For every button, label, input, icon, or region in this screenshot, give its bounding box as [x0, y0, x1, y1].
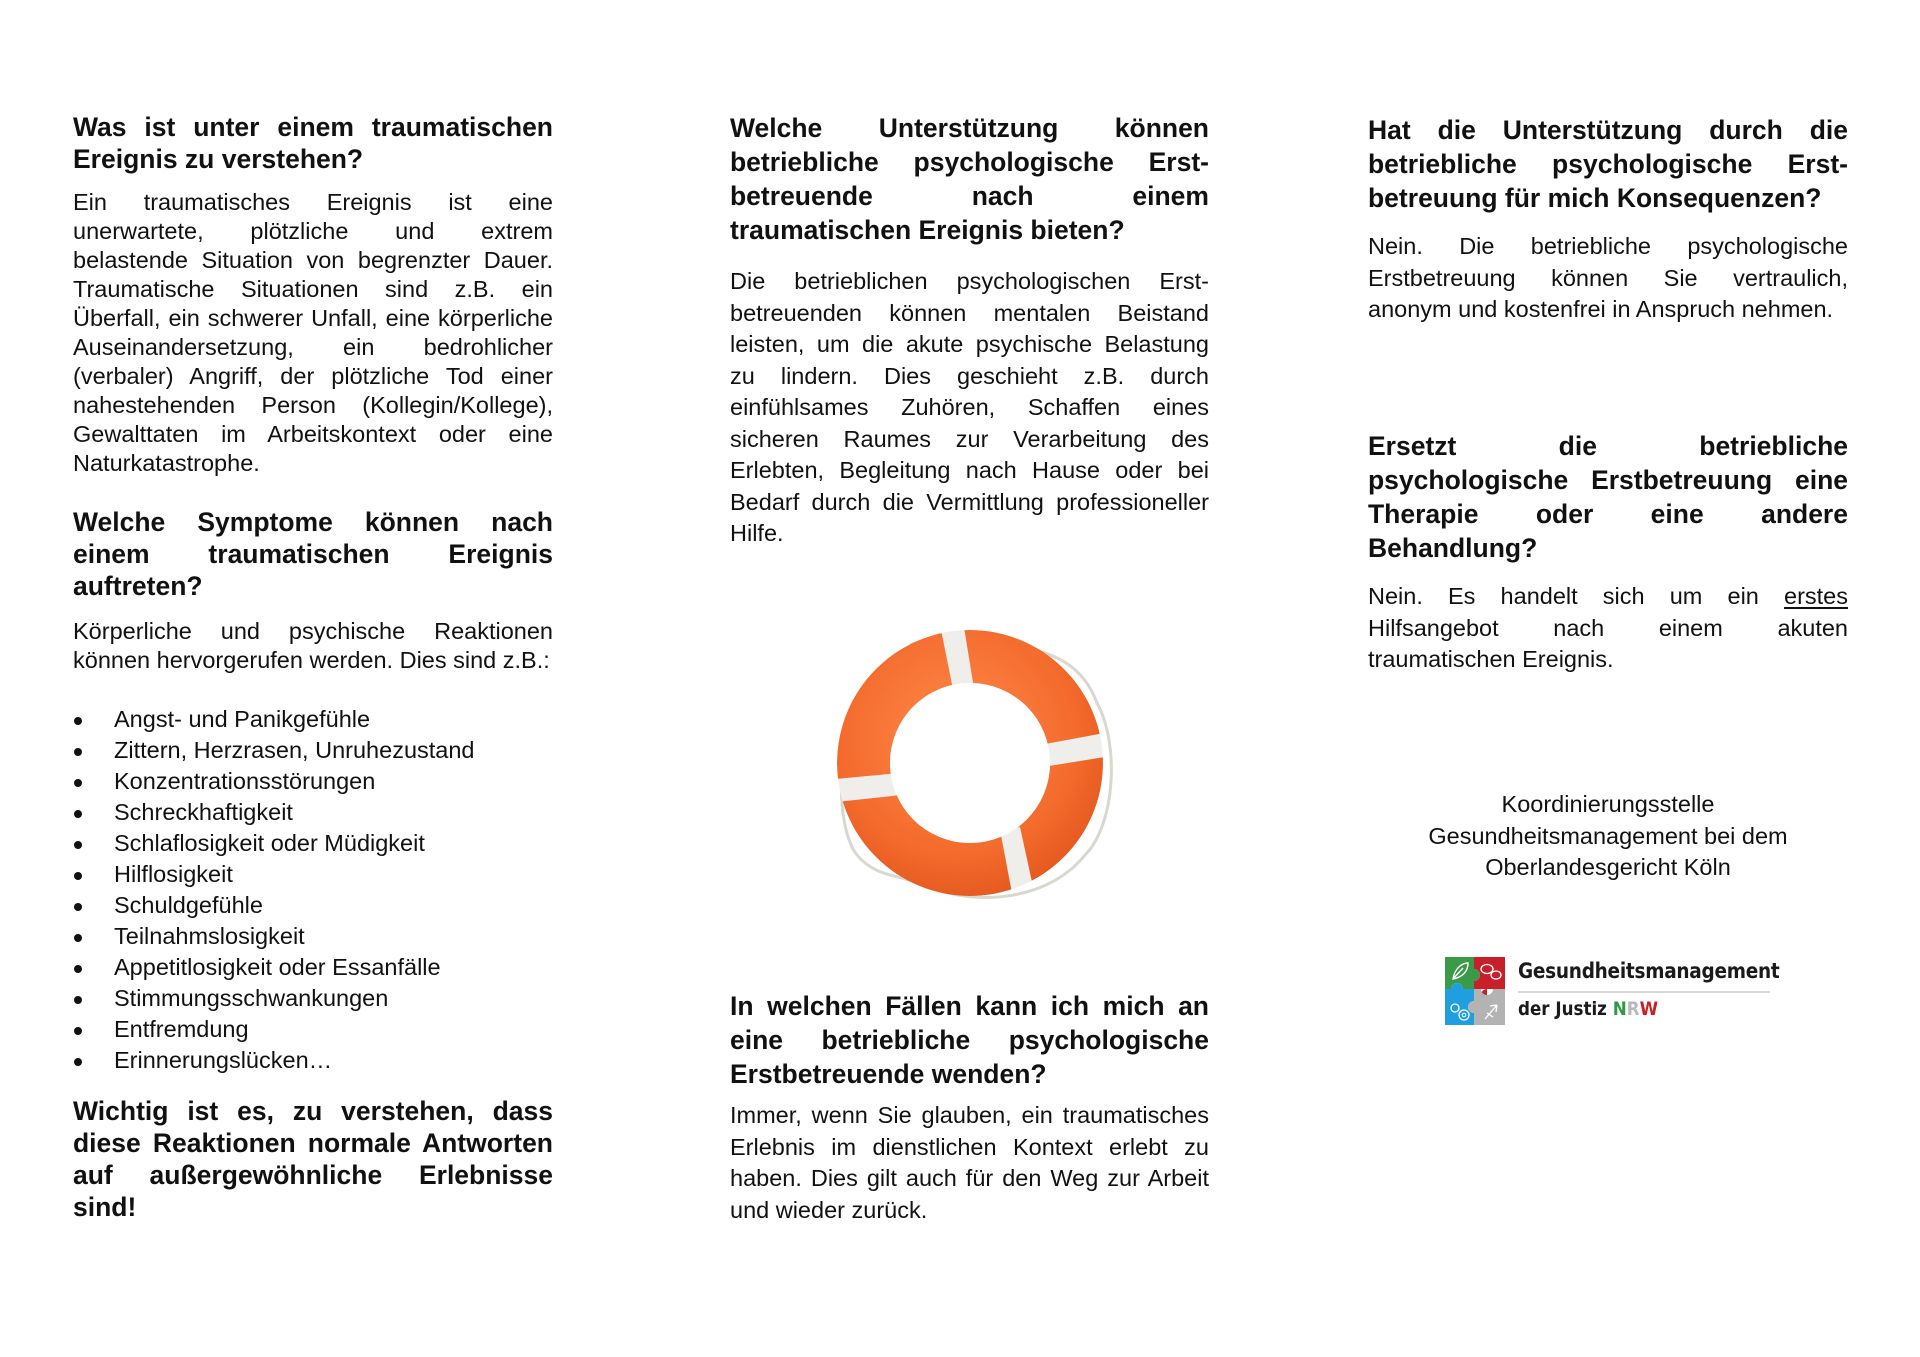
symptom-item — [73, 1014, 553, 1045]
symptom-text: Entfremdung — [114, 1016, 249, 1042]
symptom-text: Konzentrationsstörungen — [114, 768, 376, 794]
symptom-item — [73, 1045, 553, 1076]
symptom-text: Schuldgefühle — [114, 892, 263, 918]
symptom-item — [73, 797, 553, 828]
bullet-icon — [74, 903, 82, 911]
symptom-item — [73, 828, 553, 859]
paragraph-traumatic-event-definition: Ein traumatisches Ereignis ist eine unerwartete, plötzliche und extrem belastende Situation von begrenzter Dauer. Traumatische Situationen sind z.B. ein Überfall, ein schwerer Unfall, eine körperliche Auseinandersetzung, ein bedrohlicher (verbaler) Angriff, der plötzliche Tod einer nahestehenden Person (Kollegin/Kollege), Gewalttaten im Arbeitskontext oder eine Naturkatastrophe. — [73, 189, 553, 476]
logo-title: Gesundheitsmanagement — [1518, 959, 1780, 983]
bullet-icon — [74, 934, 82, 942]
heading-symptoms: Welche Symptome können nach einem traumatischen Ereignis auftreten? — [73, 507, 553, 601]
heading-consequences: Hat die Unterstützung durch die betriebliche psychologische Erst-betreuung für mich Konsequenzen? — [1368, 115, 1848, 213]
symptom-text: Angst- und Panikgefühle — [114, 706, 371, 732]
paragraph-symptoms-intro: Körperliche und psychische Reaktionen können hervorgerufen werden. Dies sind z.B.: — [73, 618, 553, 673]
paragraph-consequences: Nein. Die betriebliche psychologische Erstbetreuung können Sie vertraulich, anonym und kostenfrei in Anspruch nehmen. — [1368, 233, 1848, 322]
heading-support-offered: Welche Unterstützung können betriebliche psychologische Erst-betreuende nach einem traumatischen Ereignis bieten? — [730, 113, 1209, 245]
symptom-item — [73, 766, 553, 797]
symptom-text: Hilflosigkeit — [114, 861, 233, 887]
bullet-icon — [74, 1058, 82, 1066]
bullet-icon — [74, 965, 82, 973]
logo-subtitle: der Justiz NRW — [1518, 998, 1659, 1020]
bullet-icon — [74, 717, 82, 725]
contact-line-2: Gesundheitsmanagement bei dem — [1428, 822, 1788, 849]
emphasis-erstes: erstes — [1784, 583, 1848, 609]
symptom-text: Schreckhaftigkeit — [114, 799, 293, 825]
paragraph-when-to-contact: Immer, wenn Sie glauben, ein traumatisches Erlebnis im dienstlichen Kontext erlebt zu haben. Dies gilt auch für den Weg zur Arbeit und wieder zurück. — [730, 1102, 1209, 1223]
symptom-text: Stimmungsschwankungen — [114, 985, 389, 1011]
bullet-icon — [74, 1027, 82, 1035]
logo-divider — [1518, 991, 1770, 993]
symptom-item — [73, 735, 553, 766]
lifebuoy-icon — [815, 605, 1125, 915]
bullet-icon — [74, 779, 82, 787]
heading-traumatic-event: Was ist unter einem traumatischen Ereignis zu verstehen? — [73, 112, 553, 174]
symptom-text: Schlaflosigkeit oder Müdigkeit — [114, 830, 425, 856]
contact-line-1: Koordinierungsstelle — [1501, 791, 1715, 817]
contact-line-3: Oberlandesgericht Köln — [1485, 854, 1731, 880]
bullet-icon — [74, 841, 82, 849]
symptom-text: Erinnerungslücken… — [114, 1047, 333, 1073]
symptom-item — [73, 890, 553, 921]
symptom-item — [73, 704, 553, 735]
closing-statement: Wichtig ist es, zu verstehen, dass diese Reaktionen normale Antworten auf außergewöhnliche Erlebnisse sind! — [73, 1096, 553, 1222]
symptom-text: Teilnahmslosigkeit — [114, 923, 305, 949]
bullet-icon — [74, 810, 82, 818]
contact-address — [1368, 789, 1848, 884]
puzzle-logo-icon — [1443, 955, 1507, 1027]
bullet-icon — [74, 872, 82, 880]
paragraph-replaces-therapy: Nein. Es handelt sich um ein erstes Hilfsangebot nach einem akuten traumatischen Ereignis. — [1368, 583, 1848, 672]
bullet-icon — [74, 748, 82, 756]
symptom-text: Appetitlosigkeit oder Essanfälle — [114, 954, 441, 980]
symptom-item — [73, 921, 553, 952]
heading-replaces-therapy: Ersetzt die betriebliche psychologische Erstbetreuung eine Therapie oder eine andere Behandlung? — [1368, 431, 1848, 563]
symptom-item — [73, 952, 553, 983]
bullet-icon — [74, 996, 82, 1004]
lifebuoy-image — [815, 605, 1125, 915]
symptom-item — [73, 983, 553, 1014]
symptom-item — [73, 859, 553, 890]
symptom-text: Zittern, Herzrasen, Unruhezustand — [114, 737, 475, 763]
heading-when-to-contact: In welchen Fällen kann ich mich an eine betriebliche psychologische Erstbetreuende wenden? — [730, 991, 1209, 1089]
gesundheitsmanagement-logo — [1443, 955, 1780, 1027]
symptom-list — [73, 704, 553, 1076]
paragraph-support-offered: Die betrieblichen psychologischen Erst-betreuenden können mentalen Beistand leisten, um die akute psychische Belastung zu lindern. Dies geschieht z.B. durch einfühlsames Zuhören, Schaffen eines sicheren Raumes zur Verarbeitung des Erlebten, Begleitung nach Hause oder bei Bedarf durch die Vermittlung professioneller Hilfe. — [730, 268, 1209, 546]
